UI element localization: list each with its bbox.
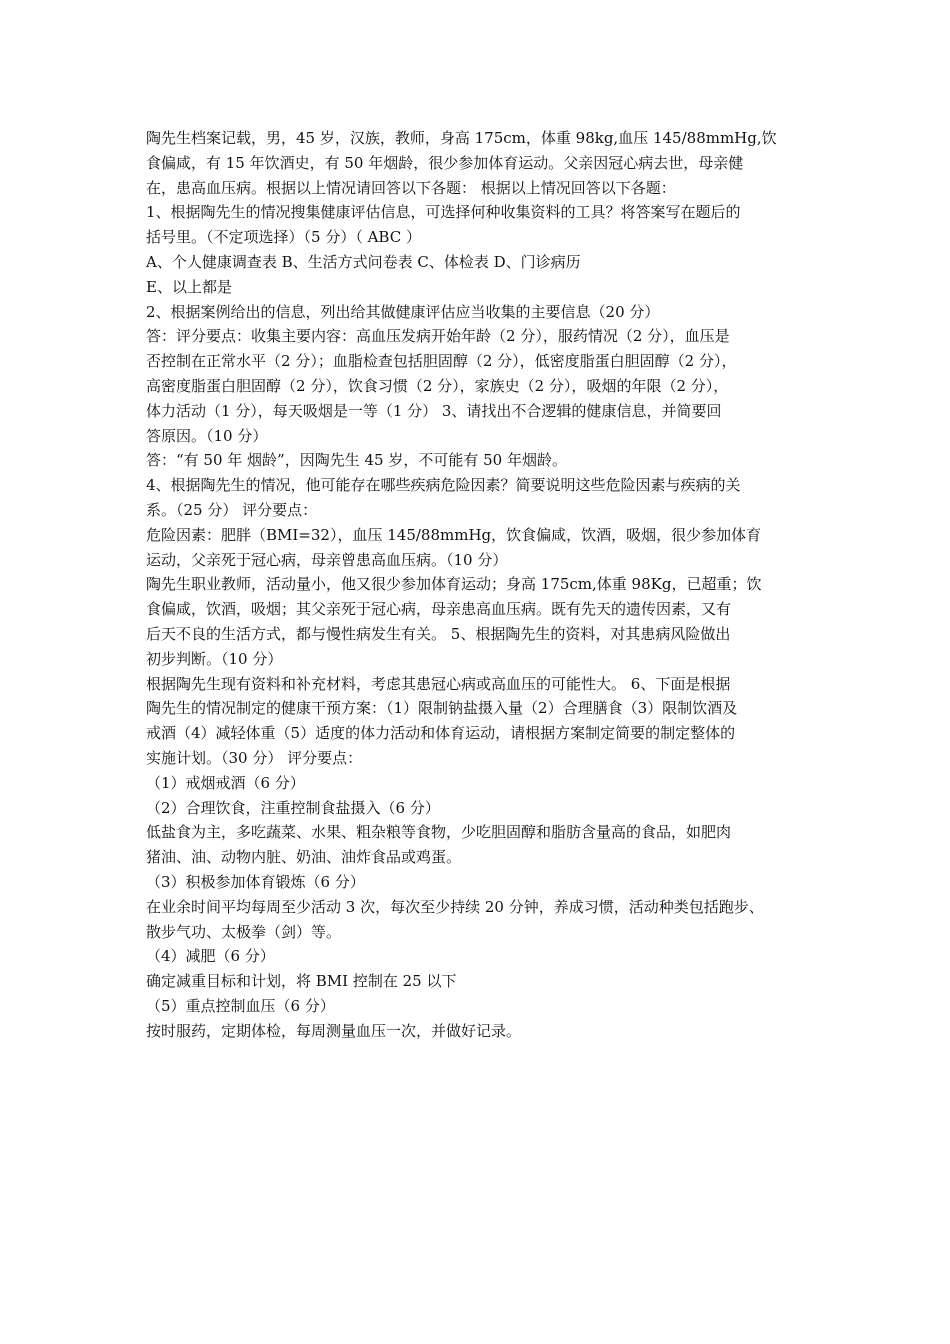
text-line: 答：“有 50 年 烟龄”，因陶先生 45 岁，不可能有 50 年烟龄。 <box>146 451 567 470</box>
text-line: 确定减重目标和计划，将 BMI 控制在 25 以下 <box>146 972 457 991</box>
text-line: 在业余时间平均每周至少活动 3 次，每次至少持续 20 分钟，养成习惯，活动种类包括跑步、 <box>146 897 764 916</box>
text-line: （2）合理饮食，注重控制食盐摄入（6 分） <box>146 798 440 817</box>
text-line: 实施计划。（30 分） 评分要点： <box>146 748 363 767</box>
text-line: 括号里。（不定项选择）（5 分）（ ABC ） <box>146 228 421 247</box>
text-line: 初步判断。（10 分） <box>146 649 283 668</box>
text-line: （1）戒烟戒酒（6 分） <box>146 773 305 792</box>
text-line: 答：评分要点：收集主要内容：高血压发病开始年龄（2 分），服药情况（2 分），血压是 <box>146 327 730 346</box>
text-line: 低盐食为主，多吃蔬菜、水果、粗杂粮等食物，少吃胆固醇和脂肪含量高的食品，如肥肉 <box>146 823 732 842</box>
text-line: 1、根据陶先生的情况搜集健康评估信息，可选择何种收集资料的工具？将答案写在题后的 <box>146 203 741 222</box>
text-line: 按时服药，定期体检，每周测量血压一次，并做好记录。 <box>146 1021 522 1040</box>
text-line: 高密度脂蛋白胆固醇（2 分），饮食习惯（2 分），家族史（2 分），吸烟的年限（2 分）， <box>146 376 729 395</box>
text-line: 4、根据陶先生的情况，他可能存在哪些疾病危险因素？简要说明这些危险因素与疾病的关 <box>146 476 741 495</box>
text-line: A、个人健康调查表 B、生活方式问卷表 C、体检表 D、门诊病历 <box>146 252 581 271</box>
text-line: 答原因。（10 分） <box>146 426 268 445</box>
text-line: （3）积极参加体育锻炼（6 分） <box>146 872 365 891</box>
text-line: 系。（25 分） 评分要点： <box>146 500 318 519</box>
text-line: 戒酒（4）减轻体重（5）适度的体力活动和体育运动，请根据方案制定简要的制定整体的 <box>146 724 736 743</box>
text-line: E、以上都是 <box>146 277 232 296</box>
text-line: （4）减肥（6 分） <box>146 947 275 966</box>
text-line: 食偏咸，饮酒，吸烟；其父亲死于冠心病，母亲患高血压病。既有先天的遗传因素，又有 <box>146 600 732 619</box>
text-line: 在，患高血压病。根据以上情况请回答以下各题： 根据以上情况回答以下各题： <box>146 178 676 197</box>
text-line: 运动，父亲死于冠心病，母亲曾患高血压病。（10 分） <box>146 550 508 569</box>
text-line: 体力活动（1 分），每天吸烟是一等（1 分） 3、请找出不合逻辑的健康信息，并简要回 <box>146 401 722 420</box>
text-line: 否控制在正常水平（2 分）；血脂检查包括胆固醇（2 分），低密度脂蛋白胆固醇（2 分）， <box>146 352 737 371</box>
text-line: 2、根据案例给出的信息，列出给其做健康评估应当收集的主要信息（20 分） <box>146 302 660 321</box>
text-line: 陶先生的情况制定的健康干预方案：（1）限制钠盐摄入量（2）合理膳食（3）限制饮酒及 <box>146 699 738 718</box>
text-line: 散步气功、太极拳（剑）等。 <box>146 922 342 941</box>
text-line: 猪油、油、动物内脏、奶油、油炸食品或鸡蛋。 <box>146 848 462 867</box>
text-line: 陶先生职业教师，活动量小，他又很少参加体育运动；身高 175cm,体重 98Kg，已超重；饮 <box>146 575 762 594</box>
text-line: 根据陶先生现有资料和补充材料，考虑其患冠心病或高血压的可能性大。 6、下面是根据 <box>146 674 731 693</box>
text-line: 食偏咸，有 15 年饮酒史，有 50 年烟龄，很少参加体育运动。父亲因冠心病去世，母亲健 <box>146 153 744 172</box>
text-line: 危险因素：肥胖（BMI=32），血压 145/88mmHg，饮食偏咸，饮酒，吸烟，很少参加体育 <box>146 525 762 544</box>
text-line: 陶先生档案记载，男，45 岁，汉族，教师，身高 175cm，体重 98kg,血压 145/88mmHg,饮 <box>146 129 777 147</box>
text-line: 后天不良的生活方式，都与慢性病发生有关。 5、根据陶先生的资料，对其患病风险做出 <box>146 624 731 643</box>
text-line: （5）重点控制血压（6 分） <box>146 996 335 1015</box>
